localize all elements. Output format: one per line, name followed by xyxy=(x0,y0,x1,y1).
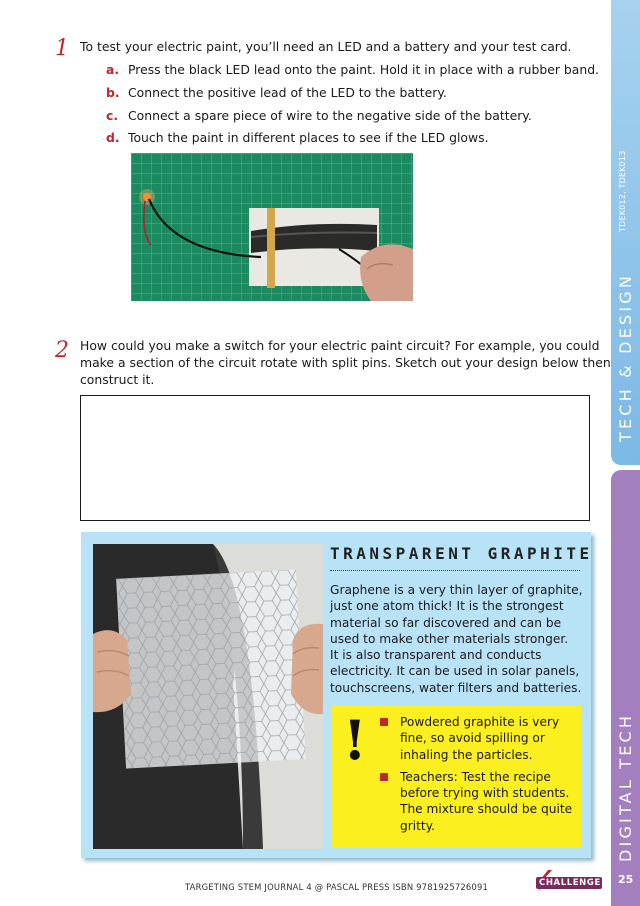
warning-line: The mixture should be quite xyxy=(400,802,573,817)
panel-body-line: just one atom thick! It is the strongest xyxy=(330,599,564,614)
warning-line: inhaling the particles. xyxy=(400,747,533,762)
question-2-line-2: make a section of the circuit rotate with split pins. Sketch out your design below then xyxy=(80,355,611,370)
tech-design-label: TECH & DESIGN xyxy=(616,272,635,442)
question-2-number: 2 xyxy=(55,338,69,363)
step-text: Connect the positive lead of the LED to the battery. xyxy=(128,85,447,100)
graphene-sheet-photo xyxy=(93,544,323,849)
safety-warning-list xyxy=(380,714,578,838)
panel-body-line: electricity. It can be used in solar panels, xyxy=(330,664,580,679)
warning-line: gritty. xyxy=(400,818,436,833)
panel-title: TRANSPARENT GRAPHITE xyxy=(330,544,593,563)
led-test-photo xyxy=(131,153,413,301)
question-1-intro: To test your electric paint, you’ll need an LED and a battery and your test card. xyxy=(80,39,572,54)
warning-item xyxy=(380,769,578,834)
warning-line: Powdered graphite is very xyxy=(400,715,560,729)
digital-tech-label: DIGITAL TECH xyxy=(616,712,635,862)
panel-body-line: material so far discovered and can be xyxy=(330,615,562,630)
curriculum-codes: TDEK012, TDEK013 xyxy=(618,150,627,232)
step-letter: b. xyxy=(106,85,120,100)
warning-line: Teachers: Test the recipe xyxy=(400,769,551,784)
panel-body-line: It is also transparent and conducts xyxy=(330,648,542,663)
question-2-line-1: How could you make a switch for your electric paint circuit? For example, you could xyxy=(80,338,600,353)
panel-body xyxy=(330,582,586,696)
question-1-step-d xyxy=(106,129,489,146)
sketch-answer-box[interactable] xyxy=(80,395,590,521)
footer-text: TARGETING STEM JOURNAL 4 @ PASCAL PRESS ISBN 9781925726091 xyxy=(185,882,489,892)
exclamation-icon: ! xyxy=(343,708,367,772)
step-text: Touch the paint in different places to see if the LED glows. xyxy=(128,130,489,145)
challenge-badge xyxy=(534,870,604,892)
title-divider xyxy=(330,570,580,571)
question-2-line-3: construct it. xyxy=(80,372,155,387)
step-letter: d. xyxy=(106,130,120,145)
question-1-step-b xyxy=(106,84,447,101)
warning-line: fine, so avoid spilling or xyxy=(400,731,545,746)
panel-body-line: Graphene is a very thin layer of graphite, xyxy=(330,583,583,597)
step-text: Connect a spare piece of wire to the negative side of the battery. xyxy=(128,108,532,123)
step-text: Press the black LED lead onto the paint. Hold it in place with a rubber band. xyxy=(128,62,599,77)
question-1-step-c xyxy=(106,107,532,124)
question-1-step-a xyxy=(106,61,599,78)
warning-line: before trying with students. xyxy=(400,786,570,801)
red-square-bullet-icon xyxy=(380,773,388,781)
page-number: 25 xyxy=(618,873,634,886)
step-letter: c. xyxy=(106,108,119,123)
challenge-label: CHALLENGE xyxy=(539,878,601,888)
question-1-number: 1 xyxy=(55,36,69,61)
panel-body-line: touchscreens, water filters and batteries. xyxy=(330,680,582,695)
step-letter: a. xyxy=(106,62,120,77)
red-square-bullet-icon xyxy=(380,718,388,726)
panel-body-line: used to make other materials stronger. xyxy=(330,631,569,646)
warning-item xyxy=(380,714,578,763)
